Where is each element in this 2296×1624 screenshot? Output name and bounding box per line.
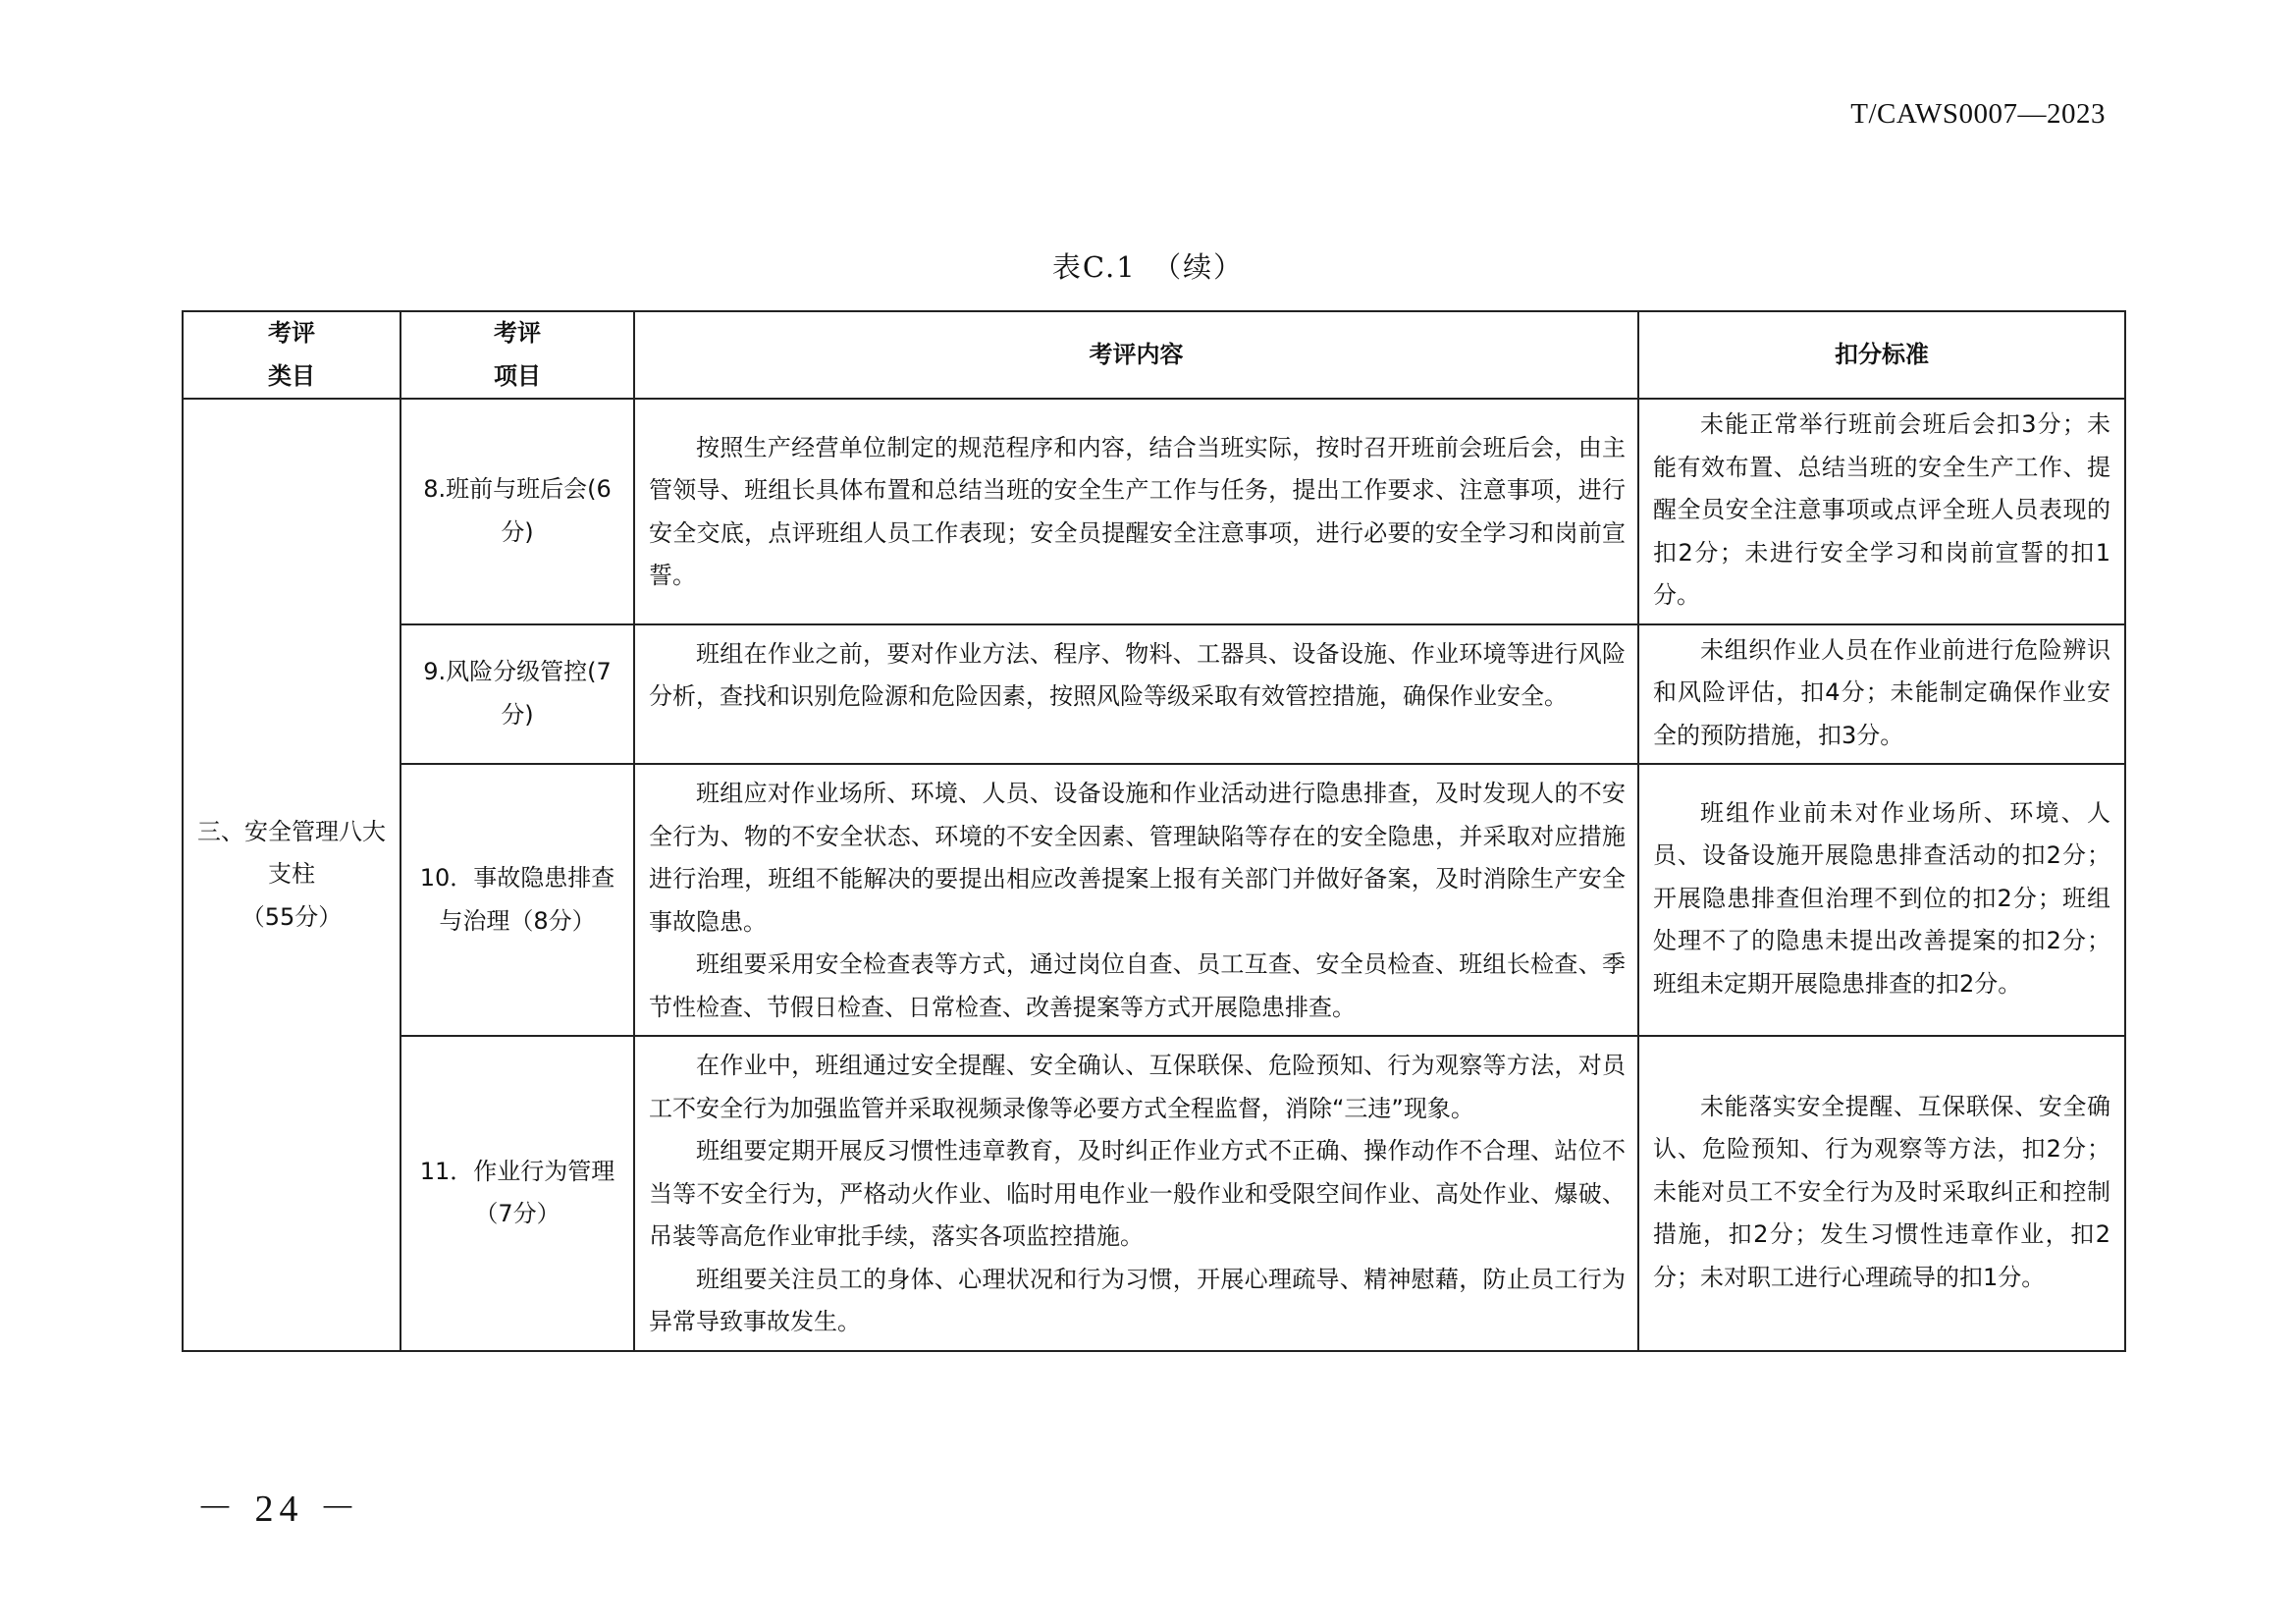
deduction-cell bbox=[1638, 399, 2125, 624]
deduction-text: 未能落实安全提醒、互保联保、安全确认、危险预知、行为观察等方法，扣2分；未能对员工不安全行为及时采取纠正和控制措施，扣2分；发生习惯性违章作业，扣2分；未对职工进行心理疏导的扣1分。 bbox=[1653, 1092, 2110, 1291]
header-category bbox=[183, 311, 400, 399]
content-cell bbox=[634, 399, 1638, 624]
table-header-row bbox=[183, 311, 2125, 399]
table-row bbox=[183, 1036, 2125, 1351]
content-paragraph: 班组在作业之前，要对作业方法、程序、物料、工器具、设备设施、作业环境等进行风险分析，查找和识别危险源和危险因素，按照风险等级采取有效管控措施，确保作业安全。 bbox=[649, 639, 1626, 710]
category-cell bbox=[183, 399, 400, 1351]
assessment-table bbox=[182, 310, 2126, 1352]
item-cell bbox=[400, 624, 634, 765]
content-paragraph: 班组应对作业场所、环境、人员、设备设施和作业活动进行隐患排查，及时发现人的不安全行为、物的不安全状态、环境的不安全因素、管理缺陷等存在的安全隐患，并采取对应措施进行治理，班组不能解决的要提出相应改善提案上报有关部门并做好备案，及时消除生产安全事故隐患。 bbox=[649, 780, 1626, 936]
category-line1: 三、安全管理八大 bbox=[197, 817, 386, 845]
table-row bbox=[183, 399, 2125, 624]
content-paragraph: 按照生产经营单位制定的规范程序和内容，结合当班实际，按时召开班前会班后会，由主管领导、班组长具体布置和总结当班的安全生产工作与任务，提出工作要求、注意事项，进行安全交底，点评班组人员工作表现；安全员提醒安全注意事项，进行必要的安全学习和岗前宣誓。 bbox=[649, 433, 1626, 590]
item-line1: 10．事故隐患排查 bbox=[419, 864, 615, 892]
deduction-cell bbox=[1638, 1036, 2125, 1351]
header-content: 考评内容 bbox=[634, 311, 1638, 399]
item-line1: 11．作业行为管理 bbox=[419, 1157, 615, 1185]
item-line2: 与治理（8分） bbox=[439, 906, 596, 935]
page-number: － 24 － bbox=[196, 1489, 363, 1530]
header-item bbox=[400, 311, 634, 399]
content-paragraph: 班组要关注员工的身体、心理状况和行为习惯，开展心理疏导、精神慰藉，防止员工行为异常导致事故发生。 bbox=[649, 1265, 1626, 1335]
table-row bbox=[183, 764, 2125, 1036]
item-line1: 8.班前与班后会(6 bbox=[423, 475, 612, 504]
category-line2: 支柱 bbox=[268, 860, 315, 888]
deduction-cell bbox=[1638, 764, 2125, 1036]
header-category-line1: 考评 bbox=[268, 319, 315, 347]
item-line1: 9.风险分级管控(7 bbox=[423, 658, 612, 686]
header-deduction: 扣分标准 bbox=[1638, 311, 2125, 399]
content-cell bbox=[634, 1036, 1638, 1351]
item-line2: （7分） bbox=[474, 1200, 561, 1228]
deduction-cell bbox=[1638, 624, 2125, 765]
category-line3: （55分） bbox=[240, 902, 343, 931]
header-item-line1: 考评 bbox=[494, 319, 541, 347]
content-cell bbox=[634, 764, 1638, 1036]
table-row bbox=[183, 624, 2125, 765]
content-cell bbox=[634, 624, 1638, 765]
item-cell bbox=[400, 1036, 634, 1351]
item-line2: 分) bbox=[501, 517, 534, 546]
deduction-text: 班组作业前未对作业场所、环境、人员、设备设施开展隐患排查活动的扣2分；开展隐患排查但治理不到位的扣2分；班组处理不了的隐患未提出改善提案的扣2分；班组未定期开展隐患排查的扣2分。 bbox=[1653, 798, 2110, 998]
header-category-line2: 类目 bbox=[268, 361, 315, 390]
deduction-text: 未能正常举行班前会班后会扣3分；未能有效布置、总结当班的安全生产工作、提醒全员安全注意事项或点评全班人员表现的扣2分；未进行安全学习和岗前宣誓的扣1分。 bbox=[1653, 410, 2110, 609]
header-item-line2: 项目 bbox=[494, 361, 541, 390]
item-line2: 分) bbox=[501, 700, 534, 729]
deduction-text: 未组织作业人员在作业前进行危险辨识和风险评估，扣4分；未能制定确保作业安全的预防措施，扣3分。 bbox=[1653, 635, 2110, 749]
item-cell bbox=[400, 399, 634, 624]
content-paragraph: 在作业中，班组通过安全提醒、安全确认、互保联保、危险预知、行为观察等方法，对员工不安全行为加强监管并采取视频录像等必要方式全程监督，消除“三违”现象。 bbox=[649, 1052, 1626, 1122]
document-code: T/CAWS0007—2023 bbox=[1850, 98, 2106, 130]
content-paragraph: 班组要采用安全检查表等方式，通过岗位自查、员工互查、安全员检查、班组长检查、季节性检查、节假日检查、日常检查、改善提案等方式开展隐患排查。 bbox=[649, 950, 1626, 1021]
content-paragraph: 班组要定期开展反习惯性违章教育，及时纠正作业方式不正确、操作动作不合理、站位不当等不安全行为，严格动火作业、临时用电作业一般作业和受限空间作业、高处作业、爆破、吊装等高危作业审批手续，落实各项监控措施。 bbox=[649, 1137, 1626, 1250]
table-title: 表C.1 （续） bbox=[1051, 250, 1245, 284]
item-cell bbox=[400, 764, 634, 1036]
